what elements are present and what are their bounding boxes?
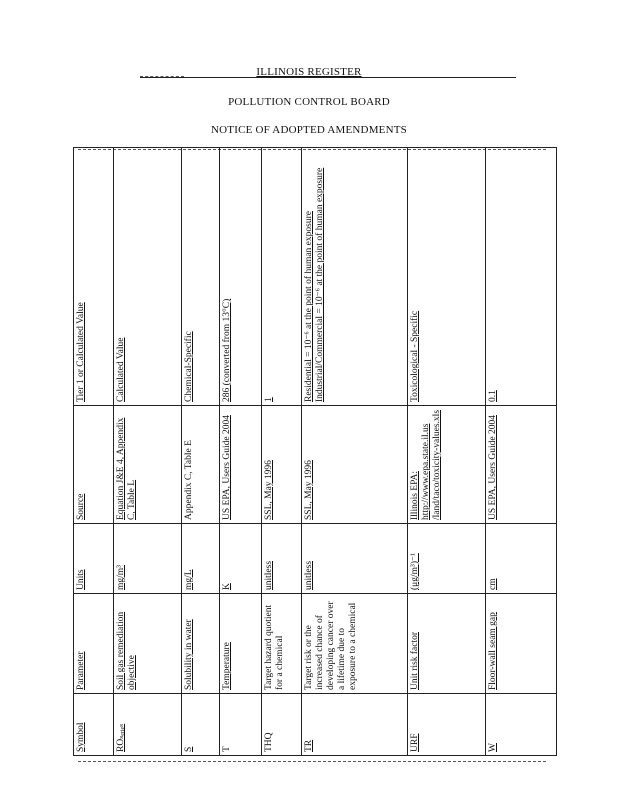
cell-parameter: Floor-wall seam gap	[486, 594, 557, 694]
cell-source: Appendix C, Table E	[182, 406, 220, 524]
register-title: ILLINOIS REGISTER	[256, 66, 362, 78]
cell-value: 1	[262, 148, 302, 406]
cell-symbol: TR	[302, 694, 408, 756]
cell-parameter: Soil gas remediation objective	[114, 594, 182, 694]
cell-symbol: URF	[408, 694, 486, 756]
cell-value: Chemical-Specific	[182, 148, 220, 406]
cell-value: 286 (converted from 13°C)	[220, 148, 262, 406]
cell-symbol: THQ	[262, 694, 302, 756]
cell-source: Equation J&E 4, Appendix C, Table L	[114, 406, 182, 524]
cell-units: unitless	[262, 524, 302, 594]
table-row	[486, 148, 557, 756]
table-row	[262, 148, 302, 756]
cell-units: K	[220, 524, 262, 594]
table-header-row	[74, 148, 114, 756]
board-title: POLLUTION CONTROL BOARD	[228, 96, 390, 108]
cell-symbol: ROₛₑᵣᵢₑₛ	[114, 694, 182, 756]
cell-units: cm	[486, 524, 557, 594]
cell-source: Illinois EPA: http://www.epa.state.il.us /land/taco/toxicity-values.xls	[408, 406, 486, 524]
cell-parameter: Target risk or the increased chance of developing cancer over a lifetime due to exposure to a chemical	[302, 594, 408, 694]
cell-symbol: T	[220, 694, 262, 756]
cell-source: SSL, May 1996	[302, 406, 408, 524]
table-row	[182, 148, 220, 756]
table-bottom-dash	[78, 761, 546, 762]
cell-units: mg/m³	[114, 524, 182, 594]
table-row	[220, 148, 262, 756]
header-parameter: Parameter	[74, 594, 114, 694]
cell-symbol: S	[182, 694, 220, 756]
cell-value: Toxicological - Specific	[408, 148, 486, 406]
table-row	[302, 148, 408, 756]
header-symbol: Symbol	[74, 694, 114, 756]
table-row	[114, 148, 182, 756]
cell-units: (μg/m³)⁻¹	[408, 524, 486, 594]
cell-symbol: W	[486, 694, 557, 756]
cell-source: SSL, May 1996	[262, 406, 302, 524]
cell-parameter: Unit risk factor	[408, 594, 486, 694]
cell-units: unitless	[302, 524, 408, 594]
cell-parameter: Target hazard quotient for a chemical	[262, 594, 302, 694]
cell-value: 0.1	[486, 148, 557, 406]
header-units: Units	[74, 524, 114, 594]
register-rule	[140, 77, 516, 78]
notice-title: NOTICE OF ADOPTED AMENDMENTS	[211, 124, 407, 136]
cell-source: US EPA, Users Guide 2004	[486, 406, 557, 524]
header-value: Tier 1 or Calculated Value	[74, 148, 114, 406]
cell-value: Residential = 10⁻⁶ at the point of human exposure Industrial/Commercial = 10⁻⁶ at the point of human exposure	[302, 148, 408, 406]
header-source: Source	[74, 406, 114, 524]
cell-parameter: Solubility in water	[182, 594, 220, 694]
cell-units: mg/L	[182, 524, 220, 594]
parameter-table	[73, 148, 556, 756]
cell-parameter: Temperature	[220, 594, 262, 694]
table-row	[408, 148, 486, 756]
cell-source: US EPA, Users Guide 2004	[220, 406, 262, 524]
cell-value: Calculated Value	[114, 148, 182, 406]
